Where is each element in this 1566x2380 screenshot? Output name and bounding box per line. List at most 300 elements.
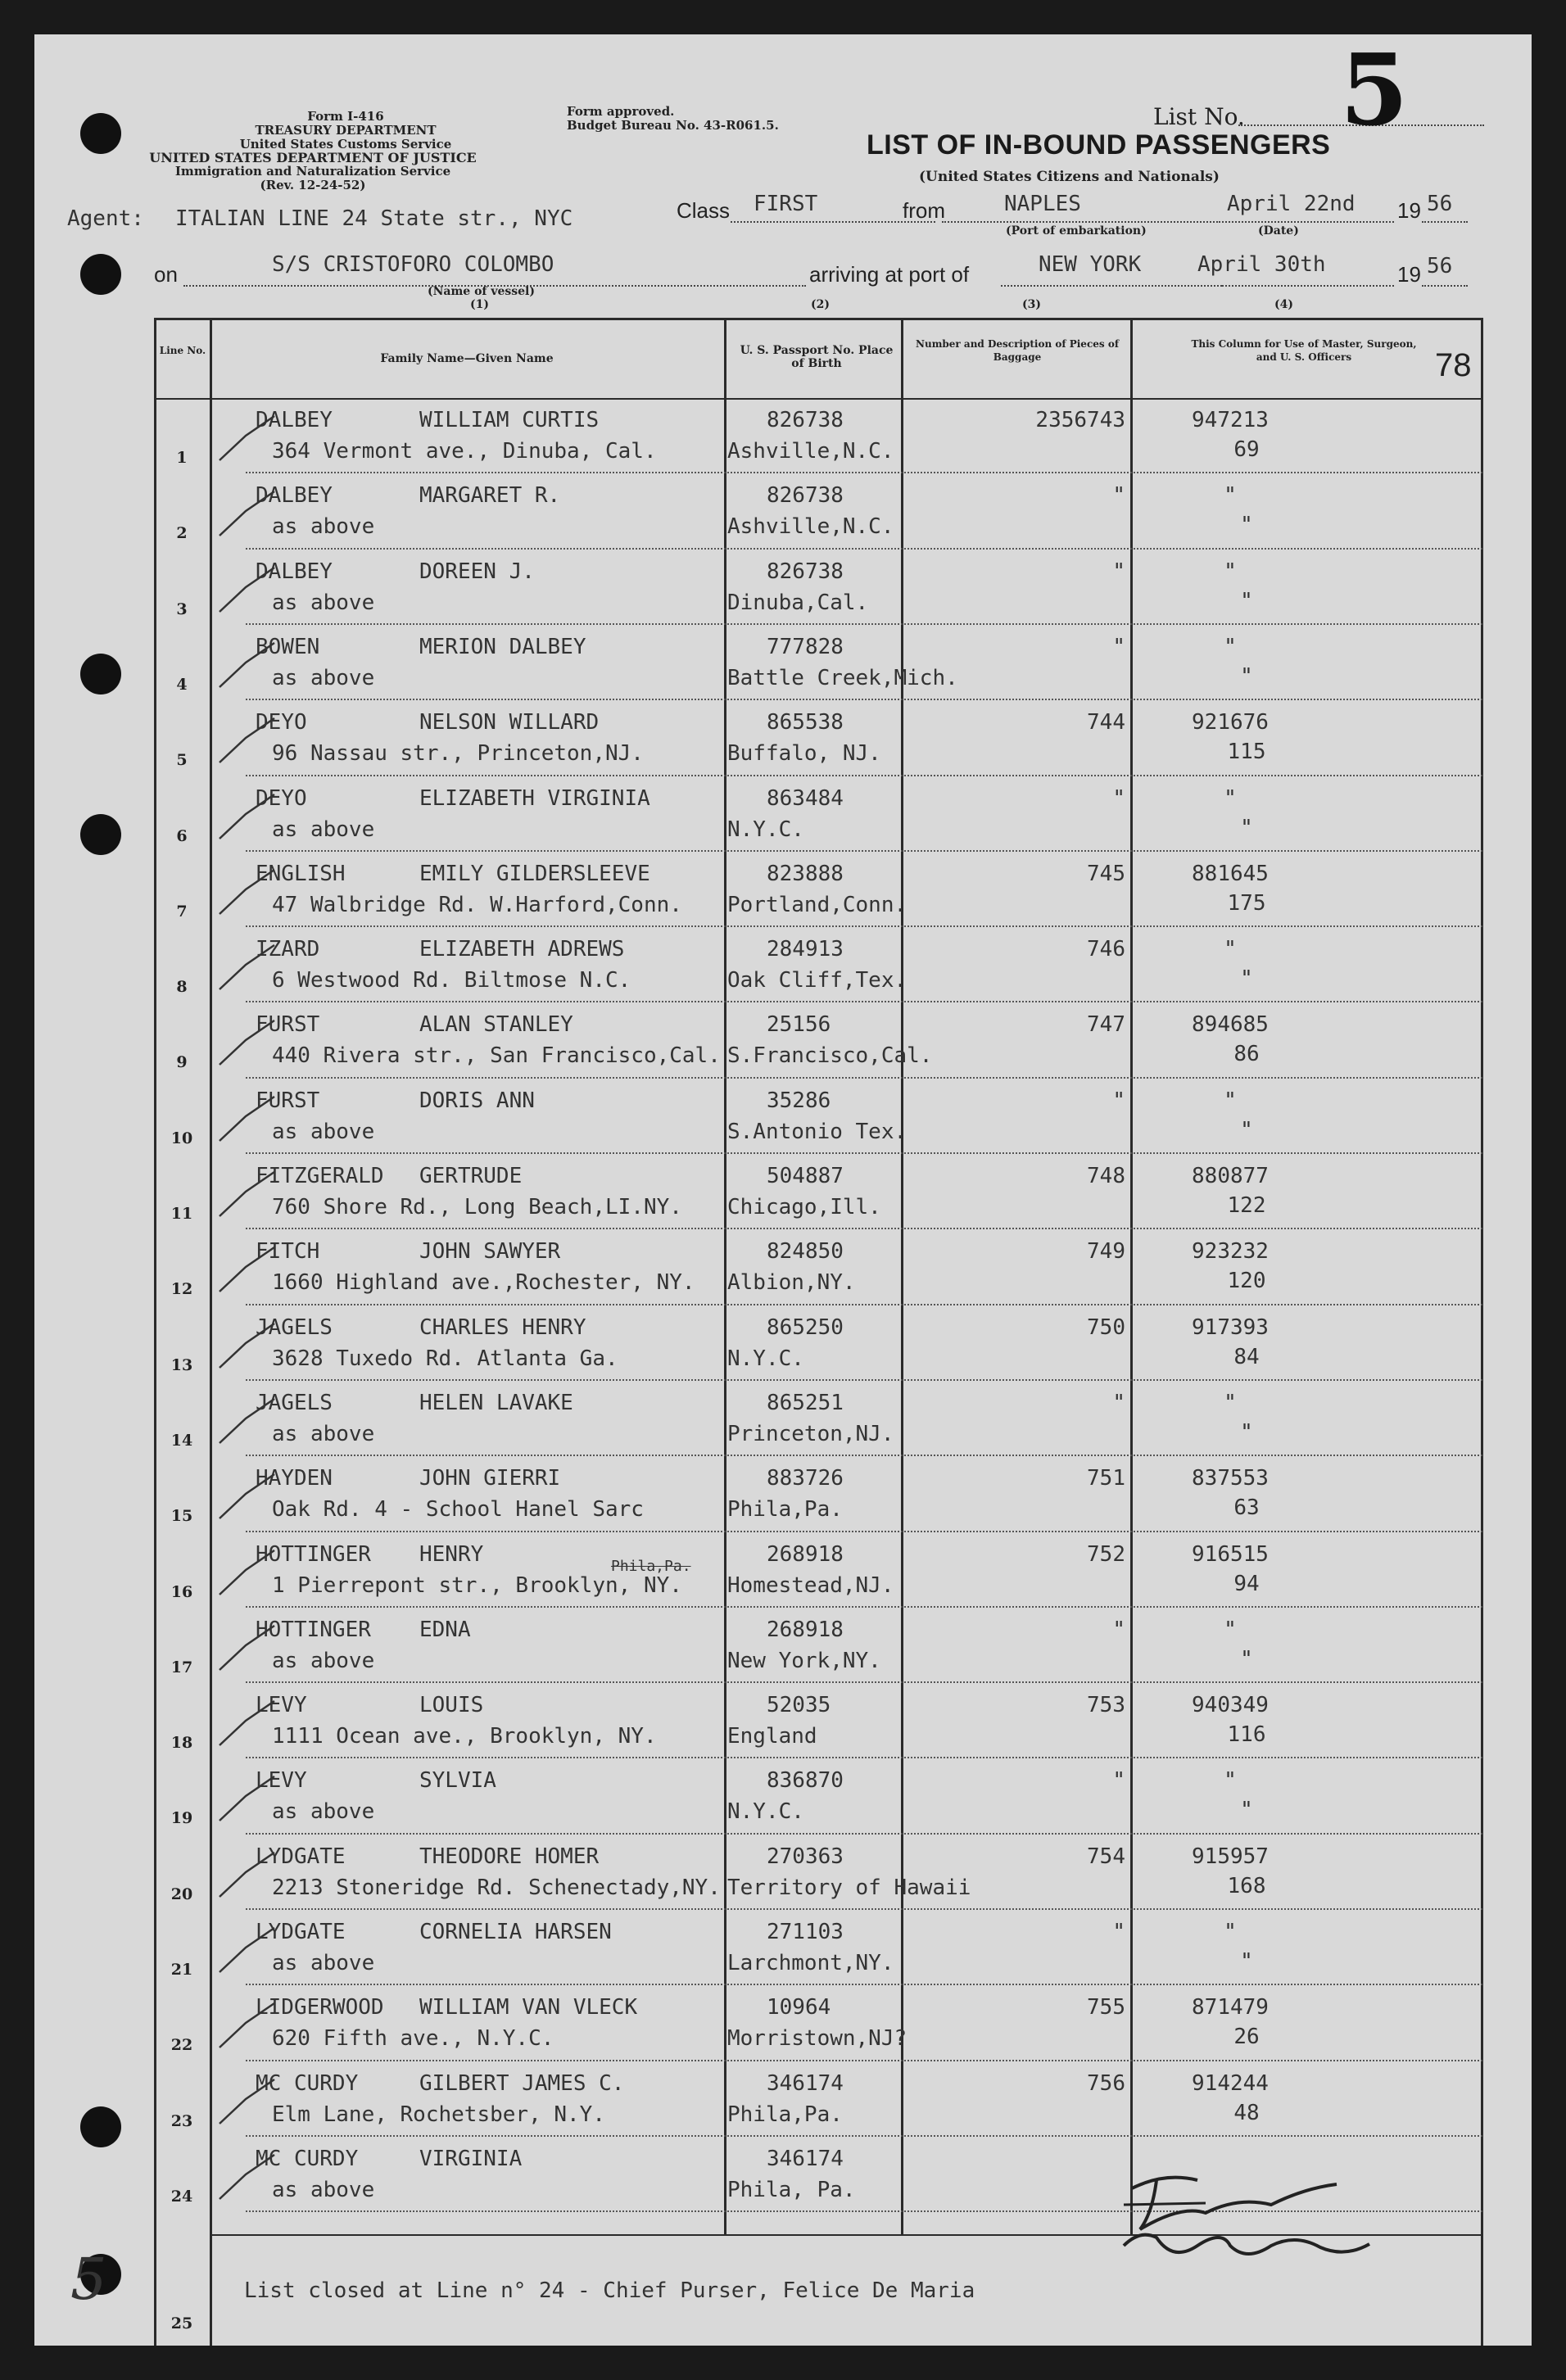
address: as above (272, 1648, 375, 1673)
given-name: CORNELIA HARSEN (419, 1920, 612, 1944)
margin-number: 78 (1435, 347, 1472, 383)
place-of-birth: Portland,Conn. (727, 892, 907, 917)
line-number: 9 (176, 1053, 188, 1072)
row-separator (246, 1228, 1482, 1229)
officer-value-1: 940349 (1192, 1693, 1269, 1718)
given-name: HELEN LAVAKE (419, 1390, 573, 1415)
given-name: ALAN STANLEY (419, 1012, 573, 1038)
punch-hole (80, 113, 121, 154)
line-number: 13 (170, 1355, 193, 1374)
check-mark (213, 2150, 278, 2207)
family-name: FITZGERALD (256, 1164, 384, 1188)
row-separator (246, 1606, 1482, 1608)
line-number: 3 (176, 600, 188, 618)
vessel-caption: (Name of vessel) (428, 285, 535, 298)
given-name: ELIZABETH VIRGINIA (419, 785, 650, 811)
line-number: 22 (170, 2036, 193, 2055)
date-year-line (1422, 221, 1468, 223)
passport-number: 504887 (767, 1164, 844, 1188)
arrival-date: April 30th (1197, 252, 1326, 277)
address: 364 Vermont ave., Dinuba, Cal. (272, 439, 657, 464)
given-name: WILLIAM VAN VLECK (419, 1995, 638, 2020)
col-header-baggage: Number and Description of Pieces of Baggage (916, 338, 1119, 363)
document-sheet (34, 34, 1532, 2346)
officer-value-1: " (1224, 1088, 1237, 1113)
name-col-border (724, 318, 726, 2234)
passport-number: 823888 (767, 861, 844, 886)
family-name: MC CURDY (256, 2070, 359, 2096)
place-of-birth: Phila,Pa. (727, 2102, 843, 2127)
officer-value-2: " (1240, 588, 1253, 613)
check-mark (213, 1771, 278, 1829)
row-separator (246, 850, 1482, 852)
line-col-border (210, 318, 212, 2346)
class-label: Class (677, 198, 731, 223)
check-mark (213, 1016, 278, 1073)
passport-number: 346174 (767, 2070, 844, 2096)
passport-number: 35286 (767, 1088, 831, 1113)
list-no-value: 5 (1340, 33, 1409, 148)
vessel-value: S/S CRISTOFORO COLOMBO (272, 252, 554, 277)
line-number: 7 (176, 902, 188, 921)
passport-number: 777828 (767, 634, 844, 659)
address: 620 Fifth ave., N.Y.C. (272, 2026, 554, 2052)
place-of-birth: Morristown,NJ? (727, 2026, 907, 2052)
signature-mark (1107, 2156, 1386, 2278)
passport-number: 883726 (767, 1466, 844, 1491)
address: 2213 Stoneridge Rd. Schenectady,NY. (272, 1875, 721, 1900)
approval-block (567, 105, 780, 133)
arrival-year-line (1422, 285, 1468, 287)
given-name: NELSON WILLARD (419, 710, 600, 735)
punch-hole (80, 814, 121, 855)
check-mark (213, 1998, 278, 2056)
family-name: JAGELS (256, 1314, 333, 1340)
row-separator (246, 1984, 1482, 1985)
check-mark (213, 1696, 278, 1753)
budget-bureau: Budget Bureau No. 43-R061.5. (567, 118, 779, 133)
given-name: GERTRUDE (419, 1164, 523, 1188)
place-of-birth: S.Francisco,Cal. (727, 1043, 933, 1069)
row-separator (246, 1001, 1482, 1002)
col3-caption: (3) (1022, 298, 1041, 311)
officer-value-1: 914244 (1192, 2070, 1269, 2096)
officer-value-2: " (1240, 663, 1253, 689)
officer-value-1: 915957 (1192, 1844, 1269, 1869)
passport-number: 284913 (767, 937, 844, 962)
address: 6 Westwood Rd. Biltmose N.C. (272, 968, 631, 993)
given-name: SYLVIA (419, 1768, 496, 1794)
line-number: 23 (170, 2111, 193, 2130)
date-caption: (Date) (1258, 224, 1299, 238)
place-of-birth: Territory of Hawaii (727, 1875, 971, 1900)
col-header-passport: U. S. Passport No. Place of Birth (740, 344, 894, 370)
place-of-birth: Homestead,NJ. (727, 1572, 894, 1598)
passport-number: 268918 (767, 1617, 844, 1642)
check-mark (213, 638, 278, 695)
family-name: LEVY (256, 1768, 307, 1794)
officer-value-1: 917393 (1192, 1314, 1269, 1340)
passport-number: 346174 (767, 2146, 844, 2171)
check-mark (213, 790, 278, 847)
officer-value-1: " (1224, 1768, 1237, 1794)
row-separator (246, 623, 1482, 625)
officer-value-2: 122 (1227, 1193, 1266, 1218)
table-header-border (154, 398, 1482, 400)
officer-value-1: 916515 (1192, 1541, 1269, 1567)
family-name: LYDGATE (256, 1920, 346, 1944)
officer-value-1: 837553 (1192, 1466, 1269, 1491)
address: 1660 Highland ave.,Rochester, NY. (272, 1270, 695, 1296)
given-name: DORIS ANN (419, 1088, 535, 1113)
place-of-birth: N.Y.C. (727, 817, 804, 842)
passport-col-border (901, 318, 903, 2234)
check-mark (213, 1621, 278, 1678)
row-separator (246, 925, 1482, 927)
place-of-birth: Chicago,Ill. (727, 1195, 881, 1219)
row-separator (246, 1833, 1482, 1835)
place-of-birth: Dinuba,Cal. (727, 590, 869, 615)
line-number: 2 (176, 524, 188, 543)
officer-value-2: 63 (1233, 1495, 1260, 1521)
baggage-col-border (1130, 318, 1133, 2234)
given-name: HENRY (419, 1541, 484, 1567)
row-separator (246, 699, 1482, 700)
row15-note: Phila,Pa. (611, 1558, 691, 1575)
officer-value-2: " (1240, 1117, 1253, 1142)
baggage-value: 745 (1087, 861, 1125, 886)
form-block (223, 110, 468, 152)
port-embark-caption: (Port of embarkation) (1006, 224, 1147, 238)
baggage-value: 746 (1087, 937, 1125, 962)
place-of-birth: New York,NY. (727, 1648, 881, 1673)
revision: (Rev. 12-24-52) (260, 178, 366, 192)
family-name: FITCH (256, 1239, 320, 1265)
check-mark (213, 1545, 278, 1603)
baggage-value: 2356743 (1035, 408, 1125, 432)
family-name: LIDGERWOOD (256, 1995, 384, 2020)
row-separator (246, 2060, 1482, 2061)
baggage-value: " (1112, 483, 1125, 509)
address: as above (272, 1119, 375, 1144)
place-of-birth: Buffalo, NJ. (727, 741, 881, 767)
baggage-value: 754 (1087, 1844, 1125, 1869)
page-title: LIST OF IN-BOUND PASSENGERS (867, 129, 1331, 161)
given-name: THEODORE HOMER (419, 1844, 600, 1869)
place-of-birth: N.Y.C. (727, 1346, 804, 1371)
line-number: 16 (170, 1582, 193, 1601)
justice-dept: UNITED STATES DEPARTMENT OF JUSTICE (149, 150, 477, 165)
arrival-port-line (1001, 285, 1222, 287)
arrival-port: NEW YORK (1039, 252, 1142, 277)
address: as above (272, 514, 375, 540)
col-header-name: Family Name—Given Name (380, 352, 554, 365)
check-mark (213, 1923, 278, 1980)
address: as above (272, 590, 375, 615)
address: as above (272, 665, 375, 690)
line-number: 17 (170, 1658, 193, 1676)
table-right-border (1481, 318, 1483, 2346)
officer-value-2: " (1240, 1949, 1253, 1974)
officer-value-2: 175 (1227, 890, 1266, 916)
line-number: 15 (170, 1507, 193, 1526)
check-mark (213, 1242, 278, 1300)
line-number: 24 (170, 2187, 193, 2206)
place-of-birth: Phila,Pa. (727, 1497, 843, 1523)
address: 440 Rivera str., San Francisco,Cal. (272, 1043, 721, 1069)
date-year-prefix: 19 (1397, 198, 1421, 223)
passport-number: 865538 (767, 710, 844, 735)
margin-mark: 5 (70, 2246, 107, 2313)
class-value: FIRST (754, 192, 818, 216)
passport-number: 865251 (767, 1390, 844, 1415)
on-label: on (154, 262, 178, 287)
passport-number: 836870 (767, 1768, 844, 1794)
check-mark (213, 1394, 278, 1451)
passport-number: 826738 (767, 408, 844, 432)
given-name: CHARLES HENRY (419, 1314, 586, 1340)
place-of-birth: Albion,NY. (727, 1270, 856, 1296)
officer-value-1: " (1224, 1920, 1237, 1944)
row-separator (246, 1681, 1482, 1683)
row-separator (246, 1757, 1482, 1758)
agent-label: Agent: (67, 206, 144, 231)
arrival-date-line (1222, 285, 1394, 287)
officer-value-2: " (1240, 1419, 1253, 1445)
line-number: 12 (170, 1280, 193, 1299)
address: 1 Pierrepont str., Brooklyn, NY. (272, 1572, 682, 1598)
row-separator (246, 472, 1482, 473)
arriving-label: arriving at port of (809, 262, 970, 287)
passport-number: 865250 (767, 1314, 844, 1340)
family-name: DALBEY (256, 559, 333, 584)
row-separator (246, 1077, 1482, 1079)
given-name: MERION DALBEY (419, 634, 586, 659)
family-name: LYDGATE (256, 1844, 346, 1869)
address: as above (272, 1799, 375, 1825)
line-number-25: 25 (170, 2314, 193, 2332)
given-name: DOREEN J. (419, 559, 535, 584)
line-number: 10 (170, 1129, 193, 1147)
row-separator (246, 1379, 1482, 1381)
agent-value: ITALIAN LINE 24 State str., NYC (175, 206, 573, 231)
baggage-value: 753 (1087, 1693, 1125, 1718)
given-name: VIRGINIA (419, 2146, 523, 2171)
baggage-value: 748 (1087, 1164, 1125, 1188)
punch-hole (80, 254, 121, 295)
place-of-birth: England (727, 1724, 817, 1749)
check-mark (213, 411, 278, 468)
closing-statement: List closed at Line n° 24 - Chief Purser, Felice De Maria (244, 2278, 975, 2303)
given-name: MARGARET R. (419, 483, 561, 509)
family-name: DALBEY (256, 483, 333, 509)
given-name: EDNA (419, 1617, 471, 1642)
baggage-value: " (1112, 785, 1125, 811)
officer-value-1: " (1224, 483, 1237, 509)
passport-number: 10964 (767, 1995, 831, 2020)
line-number: 14 (170, 1431, 193, 1450)
passport-number: 25156 (767, 1012, 831, 1038)
officer-value-2: 115 (1227, 740, 1266, 765)
line-number: 8 (176, 978, 188, 997)
baggage-value: 752 (1087, 1541, 1125, 1567)
row-separator (246, 775, 1482, 776)
given-name: WILLIAM CURTIS (419, 408, 600, 432)
row-separator (246, 1531, 1482, 1532)
officer-value-2: " (1240, 1646, 1253, 1672)
col4-caption: (4) (1274, 298, 1293, 311)
given-name: LOUIS (419, 1693, 484, 1718)
officer-value-1: 923232 (1192, 1239, 1269, 1265)
customs-service: United States Customs Service (239, 137, 452, 152)
officer-value-2: 86 (1233, 1042, 1260, 1067)
check-mark (213, 1319, 278, 1376)
officer-value-1: " (1224, 785, 1237, 811)
check-mark (213, 486, 278, 544)
family-name: DEYO (256, 710, 307, 735)
table-top-border (154, 318, 1482, 320)
address: 47 Walbridge Rd. W.Harford,Conn. (272, 892, 682, 917)
family-name: ENGLISH (256, 861, 346, 886)
check-mark (213, 1848, 278, 1905)
line-number: 20 (170, 1885, 193, 1903)
given-name: EMILY GILDERSLEEVE (419, 861, 650, 886)
address: 760 Shore Rd., Long Beach,LI.NY. (272, 1195, 682, 1219)
line-number: 18 (170, 1734, 193, 1753)
check-mark (213, 2075, 278, 2132)
col2-caption: (2) (811, 298, 830, 311)
family-name: DALBEY (256, 408, 333, 432)
address: as above (272, 2177, 375, 2202)
baggage-value: " (1112, 1390, 1125, 1415)
officer-value-1: 947213 (1192, 408, 1269, 432)
family-name: BOWEN (256, 634, 320, 659)
place-of-birth: N.Y.C. (727, 1799, 804, 1825)
line-number: 1 (176, 449, 188, 467)
date-line (1222, 221, 1394, 223)
family-name: LEVY (256, 1693, 307, 1718)
form-number: Form I-416 (307, 109, 384, 124)
check-mark (213, 1092, 278, 1149)
baggage-value: " (1112, 634, 1125, 659)
check-mark (213, 865, 278, 922)
officer-value-2: 116 (1227, 1722, 1266, 1748)
officer-value-2: 168 (1227, 1873, 1266, 1898)
address: 3628 Tuxedo Rd. Atlanta Ga. (272, 1346, 618, 1371)
arrival-year-prefix: 19 (1397, 262, 1421, 287)
from-line (942, 221, 1220, 223)
address: as above (272, 817, 375, 842)
place-of-birth: Phila, Pa. (727, 2177, 856, 2202)
place-of-birth: Ashville,N.C. (727, 439, 894, 464)
family-name: JAGELS (256, 1390, 333, 1415)
family-name: DEYO (256, 785, 307, 811)
given-name: ELIZABETH ADREWS (419, 937, 625, 962)
given-name: GILBERT JAMES C. (419, 2070, 625, 2096)
passport-number: 52035 (767, 1693, 831, 1718)
place-of-birth: Ashville,N.C. (727, 514, 894, 540)
col1-caption: (1) (470, 298, 489, 311)
officer-value-1: " (1224, 559, 1237, 584)
officer-value-2: 48 (1233, 2100, 1260, 2125)
address: 1111 Ocean ave., Brooklyn, NY. (272, 1724, 657, 1749)
baggage-value: 750 (1087, 1314, 1125, 1340)
line-number: 5 (176, 751, 188, 770)
place-of-birth: Princeton,NJ. (727, 1421, 894, 1446)
passport-number: 271103 (767, 1920, 844, 1944)
justice-block (124, 151, 501, 192)
row-separator (246, 2135, 1482, 2137)
date-year-suffix: 56 (1427, 192, 1453, 216)
check-mark (213, 713, 278, 771)
officer-value-1: " (1224, 1390, 1237, 1415)
col-header-line: Line No. (159, 345, 206, 356)
baggage-value: " (1112, 1088, 1125, 1113)
family-name: IZARD (256, 937, 320, 962)
row-separator (246, 1152, 1482, 1154)
address: 96 Nassau str., Princeton,NJ. (272, 741, 644, 767)
line-number: 21 (170, 1961, 193, 1979)
row-separator (246, 1455, 1482, 1456)
given-name: JOHN SAWYER (419, 1239, 561, 1265)
from-label: from (903, 198, 945, 223)
address: as above (272, 1421, 375, 1446)
family-name: HOTTINGER (256, 1541, 371, 1567)
treasury-dept: TREASURY DEPARTMENT (255, 123, 437, 138)
officer-value-1: 881645 (1192, 861, 1269, 886)
passport-number: 863484 (767, 785, 844, 811)
officer-value-1: 871479 (1192, 1995, 1269, 2020)
line-number: 4 (176, 675, 188, 694)
line-number: 19 (170, 1809, 193, 1828)
place-of-birth: Battle Creek,Mich. (727, 665, 958, 690)
place-of-birth: Larchmont,NY. (727, 1951, 894, 1975)
punch-hole (80, 2106, 121, 2147)
passport-number: 268918 (767, 1541, 844, 1567)
check-mark (213, 1167, 278, 1224)
officer-value-2: 94 (1233, 1571, 1260, 1596)
table-left-border (154, 318, 156, 2346)
family-name: HAYDEN (256, 1466, 333, 1491)
given-name: JOHN GIERRI (419, 1466, 561, 1491)
col-header-officers: This Column for Use of Master, Surgeon, and U. S. Officers (1191, 338, 1417, 363)
baggage-value: 751 (1087, 1466, 1125, 1491)
family-name: FURST (256, 1012, 320, 1038)
officer-value-2: " (1240, 1798, 1253, 1823)
baggage-value: " (1112, 559, 1125, 584)
place-of-birth: Oak Cliff,Tex. (727, 968, 907, 993)
baggage-value: 756 (1087, 2070, 1125, 2096)
address: Elm Lane, Rochetsber, N.Y. (272, 2102, 605, 2127)
check-mark (213, 563, 278, 620)
officer-value-1: 894685 (1192, 1012, 1269, 1038)
row-separator (246, 1908, 1482, 1910)
page-subtitle: (United States Citizens and Nationals) (919, 169, 1220, 185)
address: as above (272, 1951, 375, 1975)
baggage-value: " (1112, 1920, 1125, 1944)
ins-service: Immigration and Naturalization Service (174, 164, 451, 179)
officer-value-2: " (1240, 966, 1253, 992)
baggage-value: " (1112, 1617, 1125, 1642)
officer-value-2: 120 (1227, 1269, 1266, 1294)
officer-value-2: " (1240, 815, 1253, 840)
passport-number: 270363 (767, 1844, 844, 1869)
passport-number: 826738 (767, 559, 844, 584)
officer-value-2: " (1240, 513, 1253, 538)
officer-value-2: 69 (1233, 437, 1260, 462)
punch-hole (80, 654, 121, 695)
officer-value-2: 26 (1233, 2025, 1260, 2050)
